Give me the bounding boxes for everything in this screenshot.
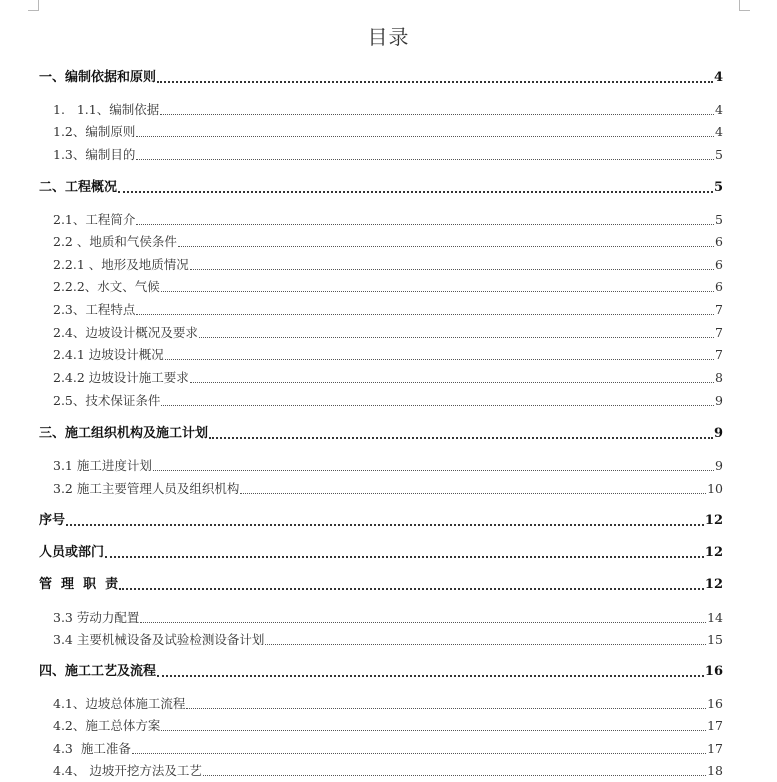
toc-entry-label: 2.2.2、水文、气候 xyxy=(53,279,160,294)
toc-page-number: 5 xyxy=(715,147,723,162)
toc-subentry[interactable] xyxy=(39,631,723,649)
toc-dot-leader xyxy=(136,224,714,225)
toc-subentry[interactable] xyxy=(39,717,723,735)
toc-page-number: 12 xyxy=(704,577,723,592)
toc-dot-leader xyxy=(119,588,704,590)
toc-page-number: 16 xyxy=(707,696,723,711)
toc-heading-entry[interactable] xyxy=(39,576,723,594)
toc-entry-label: 四、施工工艺及流程 xyxy=(39,664,157,679)
toc-entry-label: 4.3 施工准备 xyxy=(53,741,131,756)
toc-dot-leader xyxy=(136,314,714,315)
toc-entry-label: 2.2 、地质和气侯条件 xyxy=(53,234,177,249)
toc-entry-label: 三、施工组织机构及施工计划 xyxy=(39,426,209,441)
toc-dot-leader xyxy=(161,405,714,406)
page-corner-mark-left xyxy=(28,0,39,11)
toc-entry-label: 2.4.2 边坡设计施工要求 xyxy=(53,370,189,385)
toc-page-number: 9 xyxy=(713,426,723,441)
toc-entry-label: 2.4.1 边坡设计概况 xyxy=(53,347,164,362)
toc-entry-label: 3.4 主要机械设备及试验检测设备计划 xyxy=(53,632,265,647)
page-corner-mark-right xyxy=(739,0,750,11)
toc-subentry[interactable] xyxy=(39,480,723,498)
toc-dot-leader xyxy=(161,730,706,731)
toc-dot-leader xyxy=(265,644,706,645)
toc-entry-label: 管 理 职 责 xyxy=(39,577,119,592)
toc-entry-label: 4.2、施工总体方案 xyxy=(53,718,161,733)
toc-page-number: 10 xyxy=(707,481,723,496)
toc-subentry[interactable] xyxy=(39,233,723,251)
toc-entry-label: 1.2、编制原则 xyxy=(53,124,136,139)
toc-entry-label: 2.2.1 、地形及地质情况 xyxy=(53,257,189,272)
toc-dot-leader xyxy=(140,622,706,623)
toc-subentry[interactable] xyxy=(39,123,723,141)
toc-entry-label: 二、工程概况 xyxy=(39,180,118,195)
toc-entry-label: 1. 1.1、编制依据 xyxy=(53,102,160,117)
toc-entry-label: 序号 xyxy=(39,513,66,528)
toc-dot-leader xyxy=(165,359,714,360)
toc-entry-label: 3.3 劳动力配置 xyxy=(53,610,140,625)
toc-dot-leader xyxy=(203,775,706,776)
toc-page-number: 6 xyxy=(715,257,723,272)
toc-page-number: 18 xyxy=(707,763,723,778)
toc-heading-entry[interactable] xyxy=(39,544,723,562)
toc-page-number: 5 xyxy=(715,212,723,227)
toc-dot-leader xyxy=(190,269,714,270)
toc-dot-leader xyxy=(118,191,713,193)
toc-page-number: 7 xyxy=(715,347,723,362)
toc-dot-leader xyxy=(132,753,706,754)
toc-dot-leader xyxy=(153,470,714,471)
toc-page-number: 4 xyxy=(713,70,723,85)
toc-subentry[interactable] xyxy=(39,695,723,713)
toc-entry-label: 一、编制依据和原则 xyxy=(39,70,157,85)
toc-entry-label: 2.5、技术保证条件 xyxy=(53,393,161,408)
toc-page-number: 7 xyxy=(715,302,723,317)
toc-dot-leader xyxy=(240,493,706,494)
toc-entry-label: 2.3、工程特点 xyxy=(53,302,136,317)
toc-subentry[interactable] xyxy=(39,211,723,229)
toc-dot-leader xyxy=(186,708,706,709)
toc-heading-entry[interactable] xyxy=(39,179,723,197)
toc-entry-label: 2.4、边坡设计概况及要求 xyxy=(53,325,198,340)
toc-page-number: 6 xyxy=(715,279,723,294)
toc-subentry[interactable] xyxy=(39,346,723,364)
toc-entry-label: 人员或部门 xyxy=(39,545,105,560)
toc-subentry[interactable] xyxy=(39,324,723,342)
toc-heading-entry[interactable] xyxy=(39,69,723,87)
toc-page-number: 17 xyxy=(707,718,723,733)
toc-page-number: 6 xyxy=(715,234,723,249)
toc-entry-label: 4.1、边坡总体施工流程 xyxy=(53,696,186,711)
toc-entry-label: 3.2 施工主要管理人员及组织机构 xyxy=(53,481,240,496)
toc-page-number: 4 xyxy=(715,102,723,117)
toc-entry-label: 2.1、工程简介 xyxy=(53,212,136,227)
toc-dot-leader xyxy=(157,81,713,83)
toc-subentry[interactable] xyxy=(39,278,723,296)
toc-entry-label: 1.3、编制目的 xyxy=(53,147,136,162)
toc-heading-entry[interactable] xyxy=(39,425,723,443)
toc-dot-leader xyxy=(199,337,714,338)
toc-dot-leader xyxy=(160,114,714,115)
toc-title: 目录 xyxy=(367,25,410,49)
toc-subentry[interactable] xyxy=(39,101,723,119)
toc-page-number: 17 xyxy=(707,741,723,756)
toc-heading-entry[interactable] xyxy=(39,663,723,681)
toc-subentry[interactable] xyxy=(39,146,723,164)
toc-subentry[interactable] xyxy=(39,457,723,475)
toc-dot-leader xyxy=(209,437,713,439)
toc-page-number: 9 xyxy=(715,458,723,473)
toc-dot-leader xyxy=(136,159,714,160)
toc-page-number: 8 xyxy=(715,370,723,385)
toc-dot-leader xyxy=(136,136,714,137)
toc-dot-leader xyxy=(178,246,714,247)
toc-dot-leader xyxy=(105,556,704,558)
toc-dot-leader xyxy=(190,382,714,383)
toc-subentry[interactable] xyxy=(39,740,723,758)
toc-page-number: 7 xyxy=(715,325,723,340)
toc-subentry[interactable] xyxy=(39,609,723,627)
toc-page-number: 12 xyxy=(704,545,723,560)
toc-page-number: 9 xyxy=(715,393,723,408)
toc-dot-leader xyxy=(157,675,704,677)
toc-page-number: 5 xyxy=(713,180,723,195)
toc-page-number: 4 xyxy=(715,124,723,139)
toc-entry-label: 3.1 施工进度计划 xyxy=(53,458,152,473)
toc-page-number: 15 xyxy=(707,632,723,647)
toc-dot-leader xyxy=(161,291,714,292)
toc-subentry[interactable] xyxy=(39,301,723,319)
toc-page-number: 12 xyxy=(704,513,723,528)
toc-heading-entry[interactable] xyxy=(39,512,723,530)
toc-page-number: 16 xyxy=(704,664,723,679)
toc-subentry[interactable] xyxy=(39,392,723,410)
toc-dot-leader xyxy=(66,524,704,526)
toc-subentry[interactable] xyxy=(39,369,723,387)
toc-subentry[interactable] xyxy=(39,256,723,274)
toc-page-number: 14 xyxy=(707,610,723,625)
toc-subentry[interactable] xyxy=(39,762,723,780)
toc-entry-label: 4.4、 边坡开挖方法及工艺 xyxy=(53,763,202,778)
